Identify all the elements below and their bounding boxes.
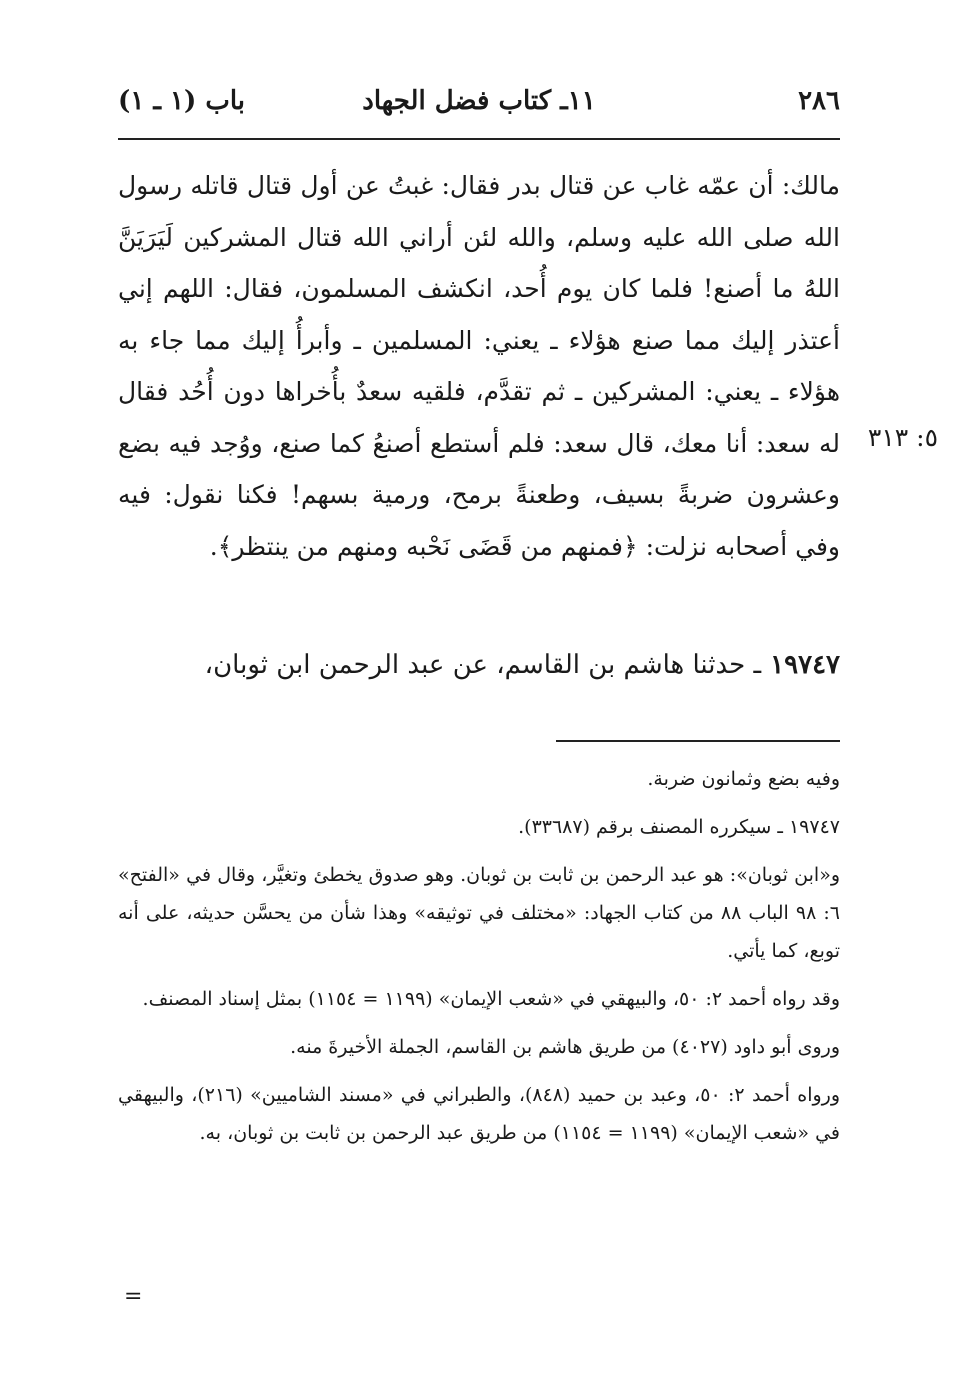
main-text xyxy=(118,160,840,572)
footnote: وفيه بضع وثمانون ضربة. xyxy=(647,768,840,790)
footnote: ورواه أحمد ٢: ٥٠، وعبد بن حميد (٨٤٨)، والطبراني في «مسند الشاميين» (٢١٦)، والبيهقي في «شعب الإيمان» (١١٩٩ = ١١٥٤) من طريق عبد الرحمن بن ثابت بن ثوبان، به. xyxy=(118,1084,841,1144)
page-number: ٢٨٦ xyxy=(798,86,840,116)
footnote: وروى أبو داود (٤٠٢٧) من طريق هاشم بن القاسم، الجملة الأخيرةَ منه. xyxy=(290,1036,840,1058)
main-paragraph: مالك: أن عمّه غاب عن قتال بدر فقال: غبتُ عن أول قتال قاتله رسول الله صلى الله عليه وسلم، والله لئن أراني الله قتال المشركين لَيَرَيَنَّ اللهُ ما أصنع! فلما كان يوم أُحد، انكشف المسلمون، فقال: اللهم إني أعتذر إليك مما صنع هؤلاء ـ يعني: المسلمين ـ وأبرأُ إليك مما جاء به هؤلاء ـ يعني: المشركين ـ ثم تقدَّم، فلقيه سعدٌ بأُخراها دون أُحُد فقال له سعد: أنا معك، قال سعد: فلم أستطع أصنعُ كما صنع، ووُجد فيه بضع وعشرون ضربةً بسيف، وطعنةً برمح، ورمية بسهم! فكنا نقول: فيه وفي أصحابه نزلت: ﴿فمنهم من قَضَى نَحْبه ومنهم من ينتظر﴾. xyxy=(118,171,840,561)
chapter-title: ١١ـ كتاب فضل الجهاد xyxy=(362,86,596,116)
footnote-divider xyxy=(556,740,840,742)
footnote: و«ابن ثوبان»: هو عبد الرحمن بن ثابت بن ثوبان. وهو صدوق يخطئ وتغيَّر، وقال في «الفتح» ٦: ٩٨ الباب ٨٨ من كتاب الجهاد: «مختلف في توثيقه» وهذا شأن من يحسَّن حديثه، على أنه توبع، كما يأتي. xyxy=(118,864,840,962)
footnote: وقد رواه أحمد ٢: ٥٠، والبيهقي في «شعب الإيمان» (١١٩٩ = ١١٥٤) بمثل إسناد المصنف. xyxy=(142,988,840,1010)
header-divider xyxy=(118,138,840,140)
hadith-number: ١٩٧٤٧ xyxy=(770,650,840,680)
footnote: ١٩٧٤٧ ـ سيكرره المصنف برقم (٣٣٦٨٧). xyxy=(518,816,840,838)
section-label: باب (١ ـ ١) xyxy=(118,86,245,116)
hadith-entry xyxy=(118,640,840,690)
hadith-text: ـ حدثنا هاشم بن القاسم، عن عبد الرحمن ابن ثوبان، xyxy=(204,650,762,680)
footnotes xyxy=(118,760,840,1162)
page-header xyxy=(118,86,840,130)
continuation-mark: = xyxy=(124,1284,143,1309)
margin-reference: ٥: ٣١٣ xyxy=(867,423,938,452)
